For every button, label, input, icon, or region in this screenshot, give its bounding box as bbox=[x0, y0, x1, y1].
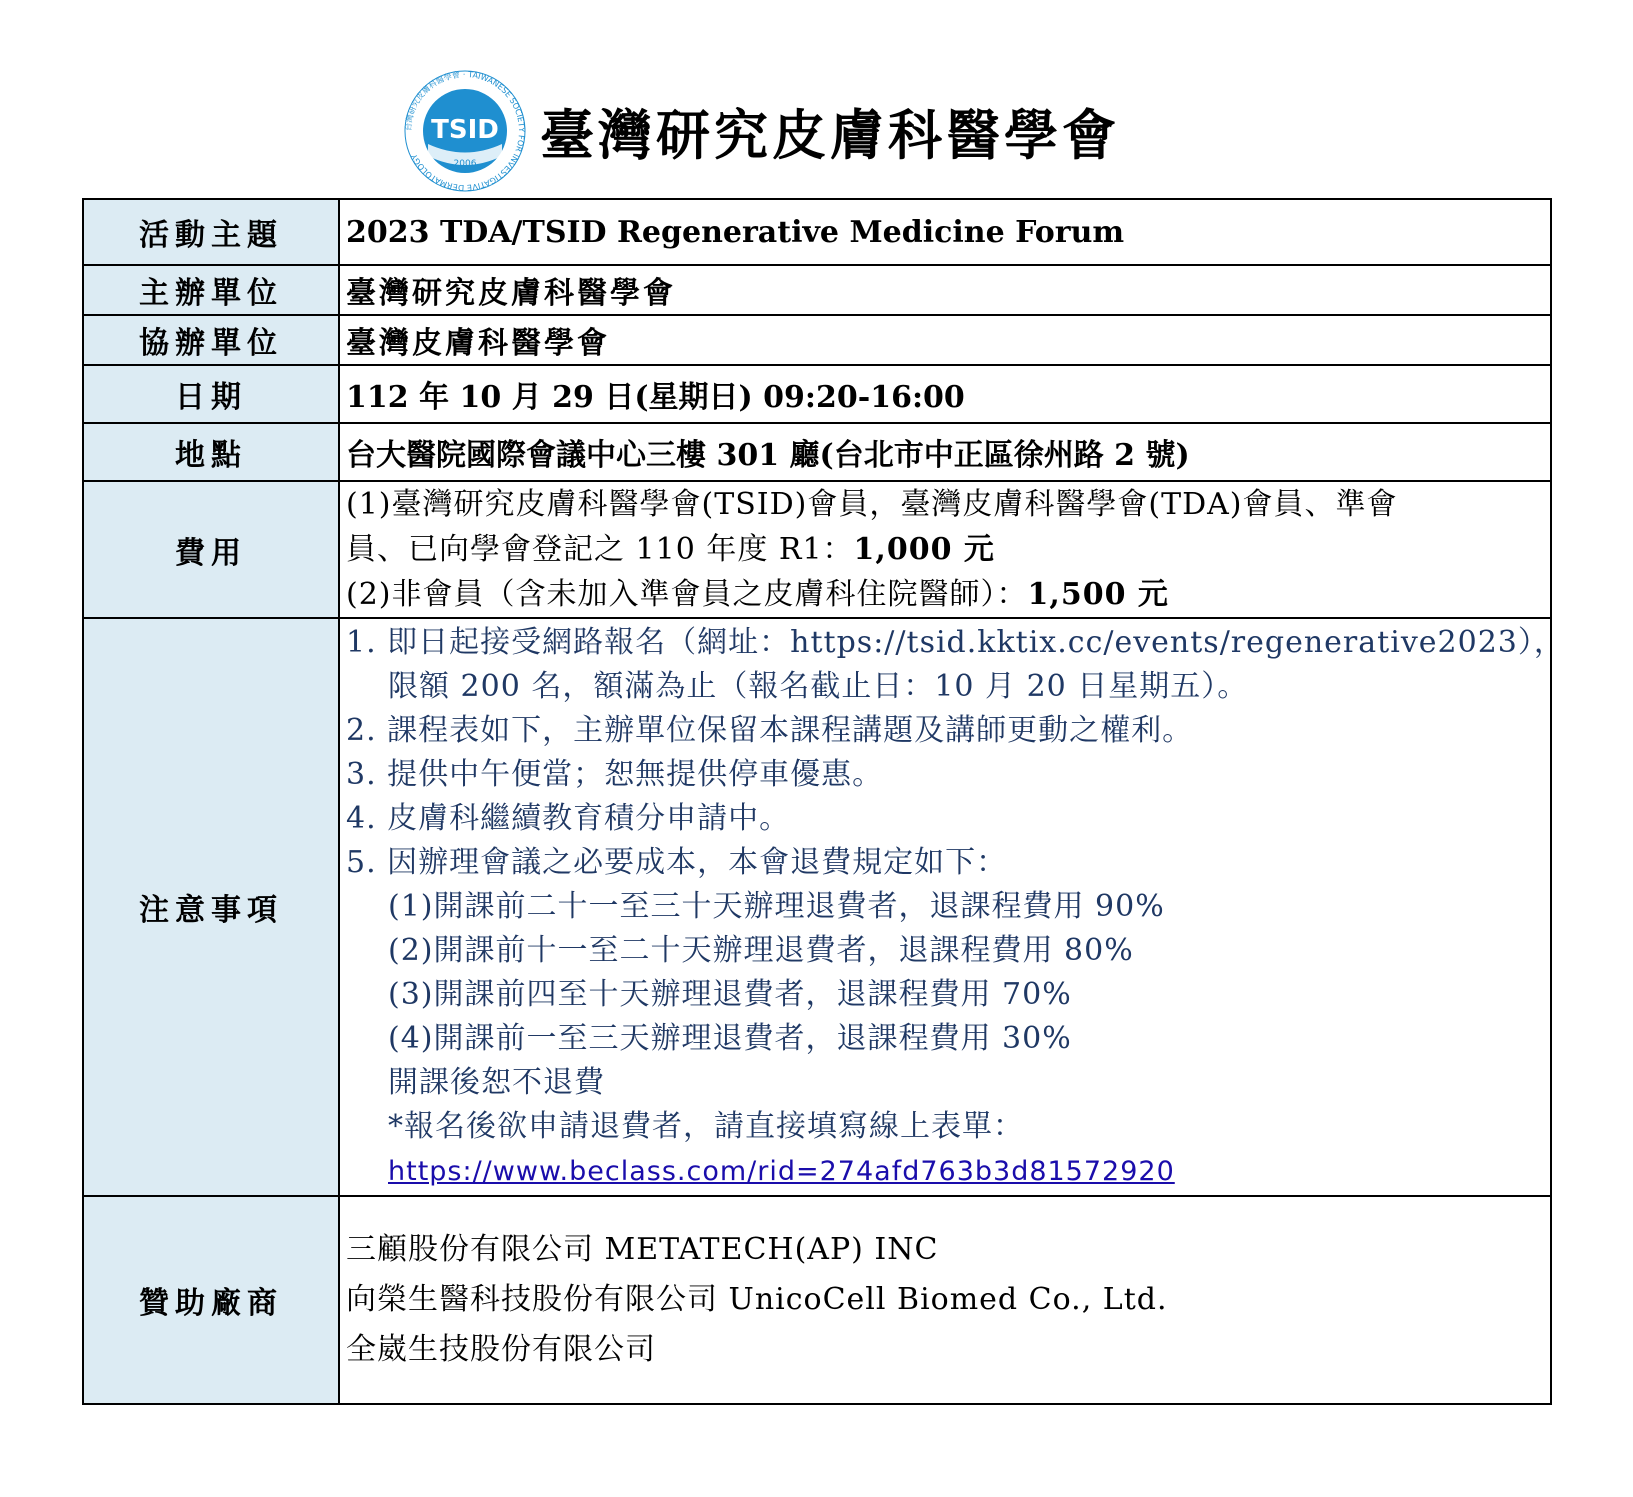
value-host: 臺灣研究皮膚科醫學會 bbox=[339, 265, 1551, 315]
row-cohost bbox=[83, 315, 1551, 365]
value-venue: 台大醫院國際會議中心三樓 301 廳(台北市中正區徐州路 2 號) bbox=[339, 423, 1551, 481]
note-item: 3. 提供中午便當；恕無提供停車優惠。 bbox=[346, 756, 884, 792]
sponsor-item: 全崴生技股份有限公司 bbox=[346, 1332, 656, 1367]
value-fee bbox=[339, 481, 1551, 618]
note-item: (1)開課前二十一至三十天辦理退費者，退課程費用 90% bbox=[388, 888, 1165, 924]
label-host: 主辦單位 bbox=[83, 265, 339, 315]
label-notes: 注意事項 bbox=[83, 618, 339, 1196]
label-date: 日期 bbox=[83, 365, 339, 423]
note-item: 4. 皮膚科繼續教育積分申請中。 bbox=[346, 800, 791, 836]
fee-line-2 bbox=[346, 527, 1550, 572]
fee-line-3-text: (2)非會員（含未加入準會員之皮膚科住院醫師）： bbox=[346, 577, 1028, 612]
note-item: 2. 課程表如下，主辦單位保留本課程講題及講師更動之權利。 bbox=[346, 712, 1194, 748]
note-item: 限額 200 名，額滿為止（報名截止日：10 月 20 日星期五）。 bbox=[388, 668, 1249, 704]
fee-line-3 bbox=[346, 572, 1550, 617]
row-notes bbox=[83, 618, 1551, 1196]
row-sponsors bbox=[83, 1196, 1551, 1404]
note-item: (4)開課前一至三天辦理退費者，退課程費用 30% bbox=[388, 1020, 1072, 1056]
note-item: 5. 因辦理會議之必要成本，本會退費規定如下： bbox=[346, 844, 1008, 880]
note-item: *報名後欲申請退費者，請直接填寫線上表單： bbox=[388, 1108, 1024, 1144]
value-date: 112 年 10 月 29 日(星期日) 09:20-16:00 bbox=[339, 365, 1551, 423]
fee-line-1: (1)臺灣研究皮膚科醫學會(TSID)會員，臺灣皮膚科醫學會(TDA)會員、準會 bbox=[346, 487, 1398, 522]
value-sponsors bbox=[339, 1196, 1551, 1404]
label-topic: 活動主題 bbox=[83, 199, 339, 265]
page-header bbox=[400, 66, 1120, 196]
tsid-logo bbox=[400, 66, 530, 196]
fee-nonmember-amount: 1,500 元 bbox=[1027, 577, 1169, 612]
note-item: (3)開課前四至十天辦理退費者，退課程費用 70% bbox=[388, 976, 1072, 1012]
tsid-logo-icon bbox=[400, 66, 530, 196]
note-item: 開課後恕不退費 bbox=[388, 1064, 605, 1100]
value-topic: 2023 TDA/TSID Regenerative Medicine Forum bbox=[339, 199, 1551, 265]
event-info-table bbox=[82, 198, 1565, 1405]
value-cohost: 臺灣皮膚科醫學會 bbox=[339, 315, 1551, 365]
svg-text:台灣研究皮膚科醫學會 · TAIWANESE SOCIETY: 台灣研究皮膚科醫學會 · TAIWANESE SOCIETY FOR INVESTIGATIVE DERMATOLOGY bbox=[403, 69, 527, 193]
refund-form-link[interactable]: https://www.beclass.com/rid=274afd763b3d81572920 bbox=[388, 1155, 1175, 1187]
label-venue: 地點 bbox=[83, 423, 339, 481]
label-cohost: 協辦單位 bbox=[83, 315, 339, 365]
fee-member-amount: 1,000 元 bbox=[853, 532, 995, 567]
logo-year: 2006 bbox=[453, 159, 477, 169]
row-fee bbox=[83, 481, 1551, 618]
sponsor-item: 三顧股份有限公司 METATECH(AP) INC bbox=[346, 1232, 939, 1267]
label-sponsors: 贊助廠商 bbox=[83, 1196, 339, 1404]
value-notes bbox=[339, 618, 1565, 1196]
fee-line-2-text: 員、已向學會登記之 110 年度 R1： bbox=[346, 532, 854, 567]
row-venue bbox=[83, 423, 1551, 481]
refund-form-link-line bbox=[346, 1149, 1550, 1194]
row-topic bbox=[83, 199, 1551, 265]
label-fee: 費用 bbox=[83, 481, 339, 618]
note-item: (2)開課前十一至二十天辦理退費者，退課程費用 80% bbox=[388, 932, 1134, 968]
row-date bbox=[83, 365, 1551, 423]
sponsor-item: 向榮生醫科技股份有限公司 UnicoCell Biomed Co., Ltd. bbox=[346, 1282, 1168, 1317]
row-host bbox=[83, 265, 1551, 315]
org-title: 臺灣研究皮膚科醫學會 bbox=[540, 102, 1120, 167]
logo-text: TSID bbox=[431, 115, 499, 145]
note-item: 1. 即日起接受網路報名（網址：https://tsid.kktix.cc/events/regenerative2023）， bbox=[346, 624, 1565, 660]
